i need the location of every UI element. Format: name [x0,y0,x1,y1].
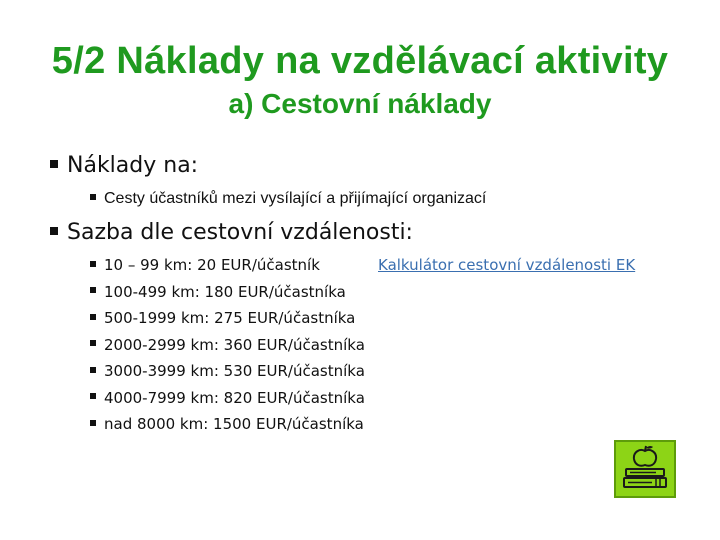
rate-text: nad 8000 km: 1500 EUR/účastníka [104,415,364,433]
list-item [90,360,365,387]
bullet-square-icon [90,367,96,373]
apple-on-books-icon [614,440,676,498]
list-item [90,334,365,361]
list-item [90,307,365,334]
rate-text: 10 – 99 km: 20 EUR/účastník [104,256,320,274]
bullet-square-icon [50,160,58,168]
bullet-square-icon [90,314,96,320]
bullet-rates [50,220,413,245]
bullet-square-icon [90,420,96,426]
bullet-square-icon [90,261,96,267]
bullet-rates-label: Sazba dle cestovní vzdálenosti: [67,220,413,245]
bullet-square-icon [90,340,96,346]
logo-graphic [616,442,674,496]
bullet-square-icon [50,227,58,235]
list-item [90,281,365,308]
bullet-square-icon [90,393,96,399]
rate-text: 3000-3999 km: 530 EUR/účastníka [104,362,365,380]
list-item [90,413,365,440]
rate-text: 100-499 km: 180 EUR/účastníka [104,282,346,301]
list-item [90,387,365,414]
bullet-costs-label: Náklady na: [67,153,199,178]
rate-list [90,254,365,440]
distance-calculator-link[interactable]: Kalkulátor cestovní vzdálenosti EK [378,256,636,274]
rate-text: 2000-2999 km: 360 EUR/účastníka [104,335,365,354]
sub-bullet-travel [90,190,486,208]
bullet-square-icon [90,287,96,293]
sub-bullet-travel-label: Cesty účastníků mezi vysílající a přijímající organizací [104,190,487,207]
bullet-square-icon [90,194,96,200]
slide-title: 5/2 Náklady na vzdělávací aktivity [51,40,669,82]
slide-subtitle: a) Cestovní náklady [228,88,492,119]
rate-text: 500-1999 km: 275 EUR/účastníka [104,309,356,327]
bullet-costs [50,153,198,178]
list-item [90,254,365,281]
rate-text: 4000-7999 km: 820 EUR/účastníka [104,388,365,407]
